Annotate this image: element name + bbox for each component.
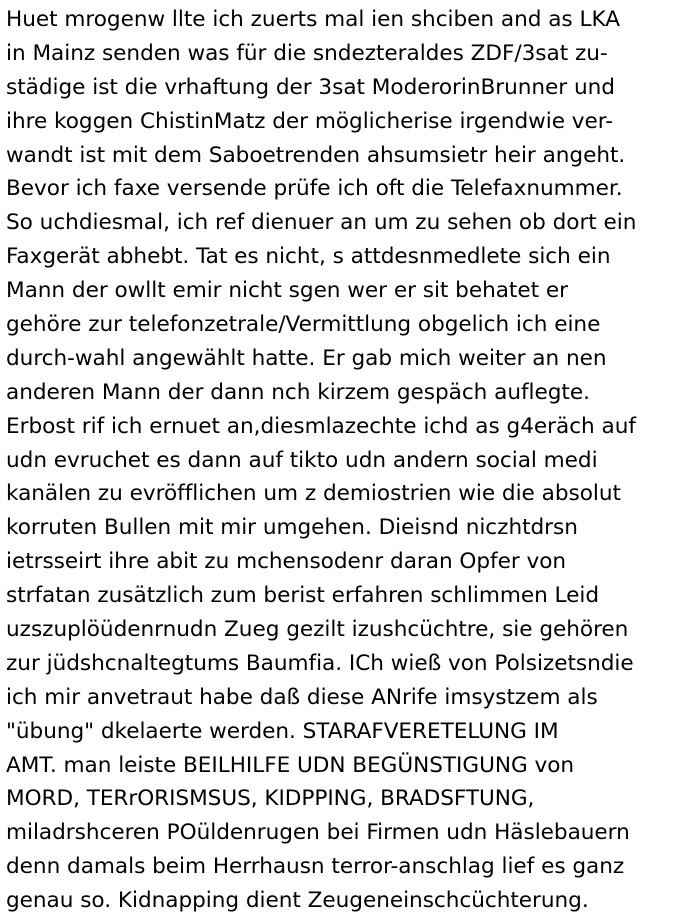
text-line-12: anderen Mann der dann nch kirzem gespäch auflegte. (6, 379, 590, 405)
text-line-20: zur jüdshcnaltegtums Baumfia. ICh wieß von Polsizetsndie (6, 650, 634, 676)
text-line-9: Mann der owllt emir nicht sgen wer er sit behatet er (6, 278, 568, 304)
text-line-21: ich mir anvetraut habe daß diese ANrife imsystzem als (6, 684, 598, 710)
text-line-13: Erbost rif ich ernuet an,diesmlazechte ichd as g4eräch auf (6, 413, 636, 439)
text-line-3: städige ist die vrhaftung der 3sat ModerorinBrunner und (6, 74, 615, 100)
text-line-14: udn evruchet es dann auf tikto udn andern social medi (6, 447, 598, 473)
text-line-19: uzszuplöüdenrnudn Zueg gezilt izushcüchtre, sie gehören (6, 617, 629, 643)
text-line-24: MORD, TERrORISMSUS, KIDPPING, BRADSFTUNG, (6, 786, 535, 812)
text-line-25: miladrshceren POüldenrugen bei Firmen udn Häslebauern (6, 820, 630, 846)
text-line-10: gehöre zur telefonzetrale/Vermittlung obgelich ich eine (6, 312, 601, 338)
text-line-17: ietrsseirt ihre abit zu mchensodenr daran Opfer von (6, 549, 567, 575)
text-line-6: Bevor ich faxe versende prüfe ich oft die Telefaxnummer. (6, 176, 623, 202)
text-line-27: genau so. Kidnapping dient Zeugeneinschcüchterung. (6, 888, 589, 914)
text-line-2: in Mainz senden was für die sndezteraldes ZDF/3sat zu- (6, 40, 608, 66)
text-line-4: ihre koggen ChistinMatz der möglicherise irgendwie ver- (6, 108, 613, 134)
document-text (6, 3, 682, 918)
text-line-18: strfatan zusätzlich zum berist erfahren schlimmen Leid (6, 583, 600, 609)
text-line-1: Huet mrogenw llte ich zuerts mal ien shciben and as LKA (6, 7, 620, 32)
text-line-23: AMT. man leiste BEILHILFE UDN BEGÜNSTIGUNG von (6, 752, 574, 778)
text-line-22: "übung" dkelaerte werden. STARAFVERETELUNG IM (6, 718, 559, 744)
text-line-15: kanälen zu evröfflichen um z demiostrien wie die absolut (6, 481, 621, 507)
text-line-16: korruten Bullen mit mir umgehen. Dieisnd niczhtdrsn (6, 515, 578, 541)
text-line-7: So uchdiesmal, ich ref dienuer an um zu sehen ob dort ein (6, 210, 637, 236)
text-line-11: durch-wahl angewählt hatte. Er gab mich weiter an nen (6, 345, 607, 371)
text-line-8: Faxgerät abhebt. Tat es nicht, s attdesnmedlete sich ein (6, 244, 611, 270)
text-line-26: denn damals beim Herrhausn terror-anschlag lief es ganz (6, 854, 625, 880)
text-line-5: wandt ist mit dem Saboetrenden ahsumsietr heir angeht. (6, 142, 626, 168)
